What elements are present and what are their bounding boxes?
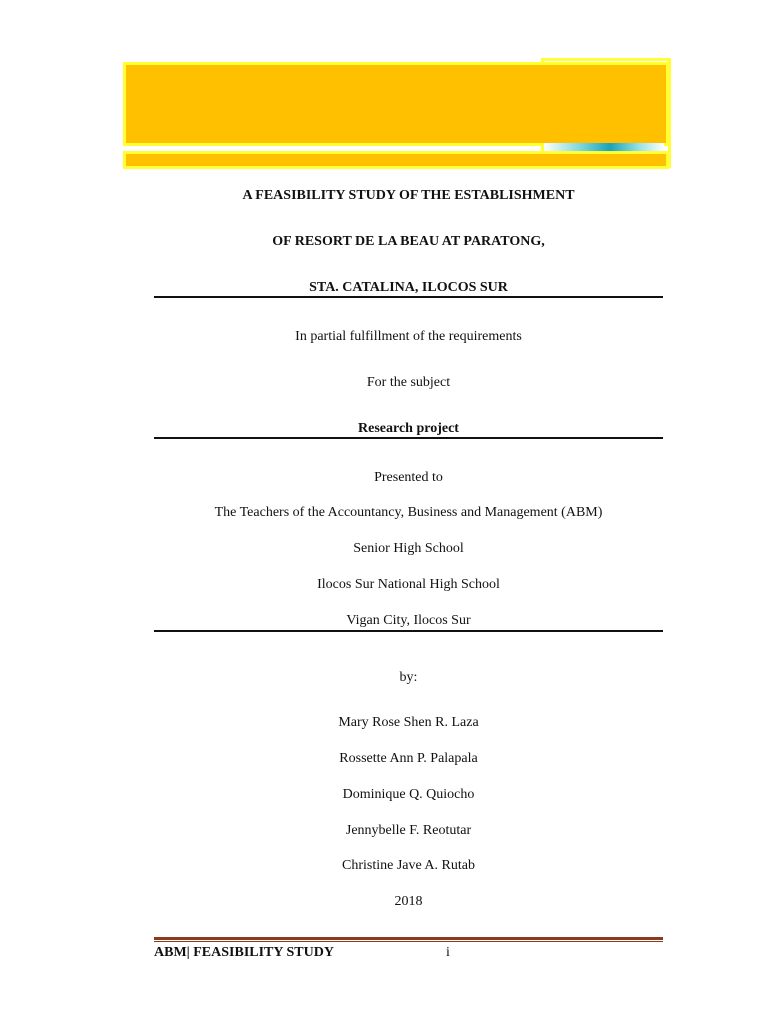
presented-to: The Teachers of the Accountancy, Business and Management (ABM) xyxy=(214,505,603,520)
divider xyxy=(154,296,663,298)
author-name: Rossette Ann P. Palapala xyxy=(339,751,478,766)
school-level: Senior High School xyxy=(353,541,464,556)
school-name: Ilocos Sur National High School xyxy=(317,577,500,592)
title-line-3: STA. CATALINA, ILOCOS SUR xyxy=(309,280,508,295)
page-number: i xyxy=(446,945,450,960)
author-name: Dominique Q. Quiocho xyxy=(342,787,475,802)
year: 2018 xyxy=(394,894,423,909)
author-name: Christine Jave A. Rutab xyxy=(342,858,475,873)
presented-heading: Presented to xyxy=(374,470,443,485)
title-line-2: OF RESORT DE LA BEAU AT PARATONG, xyxy=(272,234,545,249)
header-banner xyxy=(123,62,669,146)
footer-rule-thin xyxy=(154,941,663,942)
divider xyxy=(154,630,663,632)
by-label: by: xyxy=(399,670,418,685)
title-line-1: A FEASIBILITY STUDY OF THE ESTABLISHMENT xyxy=(242,188,575,203)
footer-rule xyxy=(154,937,663,940)
author-name: Jennybelle F. Reotutar xyxy=(345,823,472,838)
header-banner-strip xyxy=(123,151,669,169)
subject-label: For the subject xyxy=(366,375,451,390)
footer-title: ABM| FEASIBILITY STUDY xyxy=(154,945,334,960)
divider xyxy=(154,437,663,439)
author-name: Mary Rose Shen R. Laza xyxy=(338,715,479,730)
fulfillment-line: In partial fulfillment of the requirements xyxy=(295,329,522,344)
school-location: Vigan City, Ilocos Sur xyxy=(346,613,471,628)
subject-name: Research project xyxy=(358,421,459,436)
banner-wave-graphic xyxy=(544,143,664,151)
